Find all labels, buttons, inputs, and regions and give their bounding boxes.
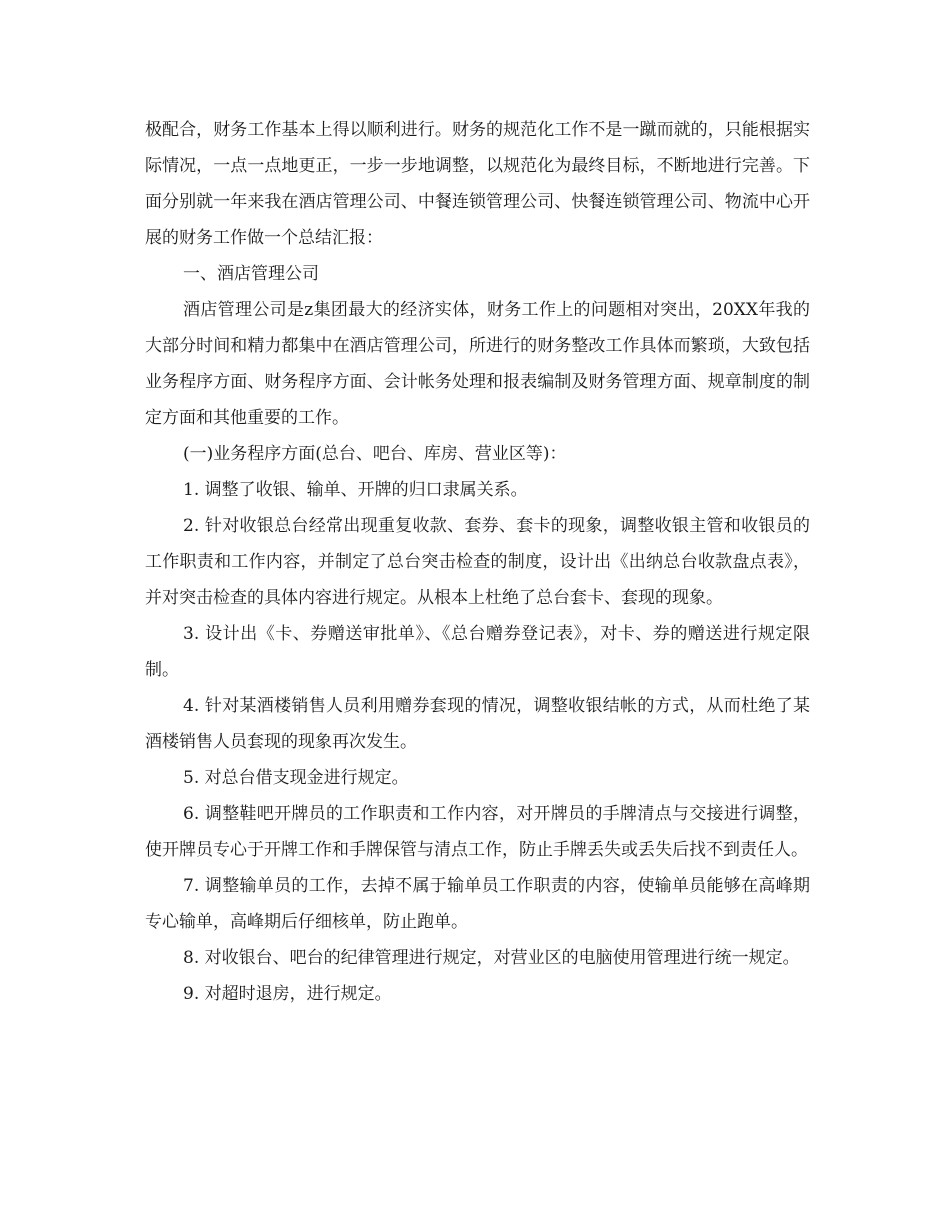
- section-heading: 一、酒店管理公司: [183, 264, 319, 284]
- list-item: 7. 调整输单员的工作，去掉不属于输单员工作职责的内容，使输单员能够在高峰期专心输单，高峰期后仔细核单，防止跑单。: [145, 876, 810, 932]
- list-item: 3. 设计出《卡、券赠送审批单》、《总台赠券登记表》，对卡、券的赠送进行规定限制。: [145, 624, 810, 680]
- document-body: [145, 112, 810, 1012]
- list-item: 1. 调整了收银、输单、开牌的归口隶属关系。: [183, 480, 528, 500]
- list-item: 9. 对超时退房，进行规定。: [183, 984, 392, 1004]
- paragraph-intro: 极配合，财务工作基本上得以顺利进行。财务的规范化工作不是一蹴而就的，只能根据实际情况，一点一点地更正，一步一步地调整，以规范化为最终目标，不断地进行完善。下面分别就一年来我在酒店管理公司、中餐连锁管理公司、快餐连锁管理公司、物流中心开展的财务工作做一个总结汇报：: [145, 120, 810, 248]
- paragraph: 酒店管理公司是z集团最大的经济实体，财务工作上的问题相对突出，20XX年我的大部分时间和精力都集中在酒店管理公司，所进行的财务整改工作具体而繁琐，大致包括业务程序方面、财务程序方面、会计帐务处理和报表编制及财务管理方面、规章制度的制定方面和其他重要的工作。: [145, 300, 810, 428]
- list-item: 2. 针对收银总台经常出现重复收款、套券、套卡的现象，调整收银主管和收银员的工作职责和工作内容，并制定了总台突击检查的制度，设计出《出纳总台收款盘点表》，并对突击检查的具体内容进行规定。从根本上杜绝了总台套卡、套现的现象。: [145, 516, 810, 608]
- list-item: 6. 调整鞋吧开牌员的工作职责和工作内容，对开牌员的手牌清点与交接进行调整，使开牌员专心于开牌工作和手牌保管与清点工作，防止手牌丢失或丢失后找不到责任人。: [145, 804, 810, 860]
- list-item: 4. 针对某酒楼销售人员利用赠券套现的情况，调整收银结帐的方式，从而杜绝了某酒楼销售人员套现的现象再次发生。: [145, 696, 810, 752]
- list-item: 5. 对总台借支现金进行规定。: [183, 768, 409, 788]
- list-item: 8. 对收银台、吧台的纪律管理进行规定，对营业区的电脑使用管理进行统一规定。: [183, 948, 800, 968]
- subsection-heading: (一)业务程序方面(总台、吧台、库房、营业区等)：: [183, 444, 567, 464]
